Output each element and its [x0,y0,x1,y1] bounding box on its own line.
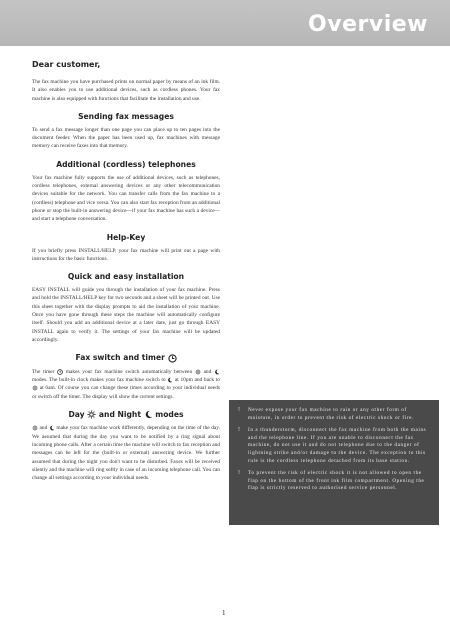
section-title-sending: Sending fax messages [78,111,174,121]
notice-item [238,407,430,422]
notice-text: Never expose your fax machine to rain or any other form of moisture, in order to prevent the risk of electric shock or fire. [248,407,414,421]
section-body-additional: Your fax machine fully supports the use of additional devices, such as telephones, cordless telephones, external answering devices or any other telecommunication devices suitable for the network. You can transfer calls from the fax machine to a (cordless) telephone and vice versa. You can also start fax reception from an additional phone or stop the built-in answering device—if your fax machine has such a device—and start a telephone conversation. [32,174,220,223]
section-body-day-night [32,424,220,482]
help-text-post: , your fax machine will print out a page with instructions for the basic functions. [32,247,221,262]
section-title-help-key: Help-Key [106,232,146,242]
timer-text-2: makes your fax machine switch automatically between [63,368,195,375]
section-title-additional: Additional (cordless) telephones [56,159,196,169]
safety-notice-box [229,400,439,525]
main-column [32,60,220,483]
section-title-day-night [32,410,220,420]
help-key-label: INSTALL/HELP [78,247,115,254]
timer-title-text: Fax switch and timer [75,353,165,363]
moon-icon [214,369,220,375]
timer-text-5: at 10pm and back to [173,377,220,384]
day-night-text-1: and [38,425,49,432]
timer-text-4: modes. The built-in clock makes your fax machine switch to [32,377,168,384]
warning-mark: ! [238,427,240,434]
section-body-help-key [32,247,220,264]
sun-icon [87,410,96,419]
notice-item [238,470,430,493]
header-bar [0,0,450,46]
notice-text: To prevent the risk of electric shock it is not allowed to open the flap on the bottom of the front ink film compartment. Opening the flap is strictly reserved to authorised service personnel. [248,470,425,492]
timer-text-3: and [200,368,214,375]
moon-icon [144,410,153,419]
section-body-timer [32,368,220,401]
section-title-timer [32,353,220,363]
page-title: Overview [308,12,428,37]
day-night-title-c: modes [155,409,184,419]
warning-mark: ! [238,407,240,413]
warning-mark: ! [238,470,240,477]
notice-text: In a thunderstorm, disconnect the fax machine from both the mains and the telephone line. If you are unable to disconnect the fax machine, do not use it and do not telephone due to the danger of lightning strike and/or damage to the device. The exception to this rule is the cordless telephone detached from its base station. [248,427,427,464]
day-night-title-a: Day [68,409,85,419]
timer-text-1: The timer [32,368,58,375]
greeting: Dear customer, [32,60,101,69]
intro-paragraph: The fax machine you have purchased prints on normal paper by means of an ink film. It also enables you to use additional devices, such as cordless phones. Your fax machine is also equipped with functions that facilitate the installation and use. [32,79,220,102]
section-body-installation: EASY INSTALL will guide you through the installation of your fax machine. Press and hold the INSTALL/HELP key for two seconds and a sheet will be printed out. Use this sheet together with the display prompts to aid the installation of your machine. Once you have gone through these steps the machine will automatically configure itself. Should you add an additional device at a later date, just go through EASY INSTALL again to verify it. The settings of your fax machine will be updated accordingly. [32,287,220,343]
day-night-text-2: make your fax machine work differently, depending on the time of the day. We assumed that during the day you want to be notified by a ring signal about incoming phone calls. After a certain time the machine will switch to fax reception and messages can be left for the (built-in or external) answering device. We further assumed that during the night you don't want to be disturbed. Faxes will be received silently and the machine will ring softly in case of an incoming telephone call. You can change all settings according to your individual needs. [32,425,220,482]
section-body-sending: To send a fax message longer than one page you can place up to ten pages into the document feeder. When the paper has been used up, fax machines with message memory can receive faxes into that memory. [32,126,220,150]
clock-icon [168,354,177,363]
timer-text-6: at 6am. Of course you can change these times according to your individual needs or switch off the timer. The display will show the current settings. [32,385,220,400]
help-text-pre: If you briefly press [32,247,79,254]
section-title-installation: Quick and easy installation [67,272,185,282]
page-number: 1 [222,609,226,617]
day-night-title-b: and Night [98,409,141,419]
notice-item [238,427,430,465]
